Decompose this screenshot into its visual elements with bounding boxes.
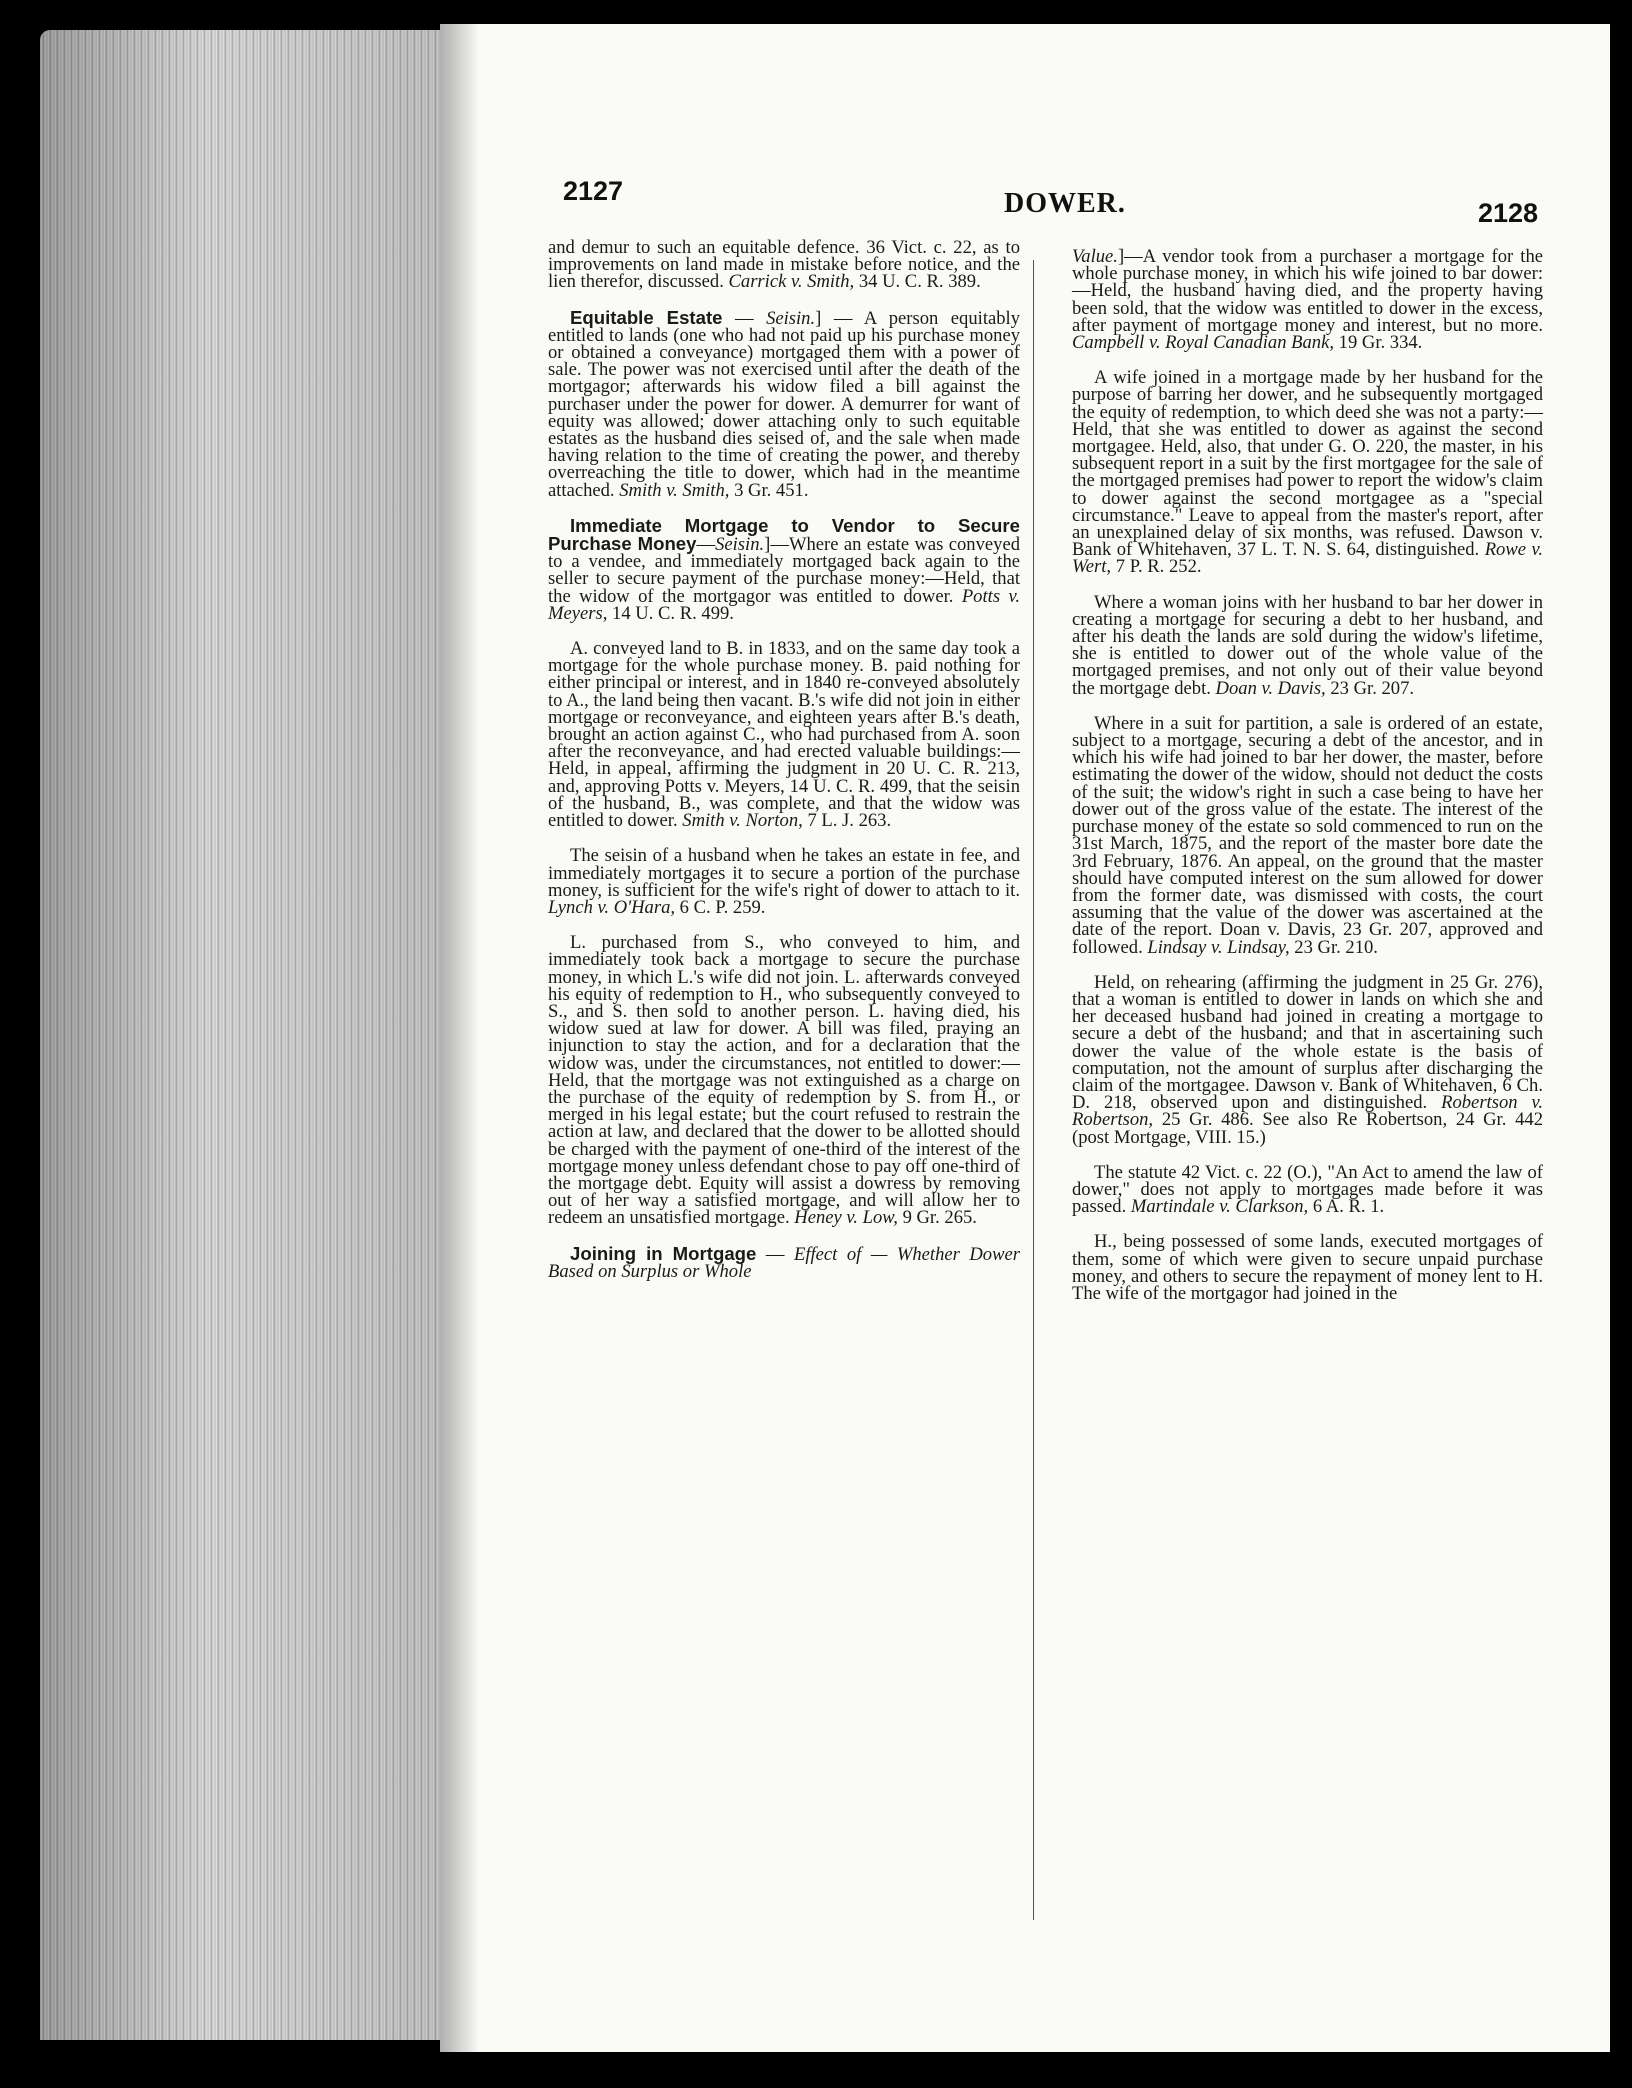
case-name: Martindale v. Clarkson, <box>1130 1196 1309 1218</box>
case-name: Carrick v. Smith, <box>728 271 855 293</box>
case-name: Lynch v. O'Hara, <box>548 896 676 918</box>
spine-shadow <box>440 24 480 2052</box>
case-name: Rowe v. Wert, <box>1072 539 1543 578</box>
paragraph: Where in a suit for partition, a sale is ordered of an estate, subject to a mortgage, securing a debt of the ancestor, and in which his wife had joined to bar her dower, the master, before estimating the dower of the widow, should not deduct the costs of the suit; the widow's right in such a case being to have her dower out of the gross value of the estate. The interest of the purchase money of the estate so sold commenced to run on the 31st March, 1875, and the report of the master bore date the 3rd February, 1876. An appeal, on the ground that the master should have computed interest on the sum allowed for dower from the former date, was dismissed with costs, the court assuming that the value of the dower was ascertained at the date of the report. Doan v. Davis, 23 Gr. 207, approved and followed. Lindsay v. Lindsay, 23 Gr. 210. <box>1072 712 1543 958</box>
paragraph: and demur to such an equitable defence. 36 Vict. c. 22, as to improvements on land made in mistake before notice, and the lien therefor, discussed. Carrick v. Smith, 34 U. C. R. 389. <box>548 237 1020 293</box>
page-number-left: 2127 <box>563 176 624 206</box>
paragraph: Joining in Mortgage — Effect of — Whether Dower Based on Surplus or Whole <box>548 1242 1020 1282</box>
paragraph: Held, on rehearing (affirming the judgment in 25 Gr. 276), that a woman is entitled to dower in lands on which she and her deceased husband had joined in creating a mortgage to secure a debt of the husband; and that in ascertaining such dower the value of the whole estate is the basis of computation, not the amount of surplus after discharging the claim of the mortgagee. Dawson v. Bank of Whitehaven, 6 Ch. D. 218, observed upon and distinguished. Robertson v. Robertson, 25 Gr. 486. See also Re Robertson, 24 Gr. 442 (post Mortgage, VIII. 15.) <box>1072 971 1543 1148</box>
paragraph: Where a woman joins with her husband to bar her dower in creating a mortgage for securing a debt to her husband, and after his death the lands are sold during the widow's lifetime, she is entitled to dower out of the whole value of the mortgaged premises, and not only out of their value beyond the mortgage debt. Doan v. Davis, 23 Gr. 207. <box>1072 591 1543 699</box>
case-name: Smith v. Smith, <box>619 479 730 501</box>
section-heading: Immediate Mortgage to Vendor to Secure Purchase Money <box>548 514 1020 555</box>
running-head: DOWER. <box>1004 188 1126 219</box>
case-name: Doan v. Davis, <box>1215 677 1326 699</box>
book-edge-shadow <box>40 30 460 2040</box>
section-heading: Joining in Mortgage <box>570 1242 757 1264</box>
paragraph: A wife joined in a mortgage made by her husband for the purpose of barring her dower, and he subsequently mortgaged the equity of redemption, to which deed she was not a party:—Held, that she was entitled to dower as against the second mortgagee. Held, also, that under G. O. 220, the master, in his subsequent report in a suit by the first mortgagee for the sale of the mortgaged premises had power to report the widow's claim to dower against the second mortgagee as a "special circumstance." Leave to appeal from the master's report, after an unexplained delay of six months, was refused. Dawson v. Bank of Whitehaven, 37 L. T. N. S. 64, distinguished. Rowe v. Wert, 7 P. R. 252. <box>1072 367 1543 578</box>
case-name: Potts v. Meyers, <box>548 585 1020 624</box>
paragraph: Value.]—A vendor took from a purchaser a mortgage for the whole purchase money, in which his wife joined to bar dower:—Held, the husband having died, and the property having been sold, that the widow was entitled to dower in the excess, after payment of mortgage money and interest, but no more. Campbell v. Royal Canadian Bank, 19 Gr. 334. <box>1072 246 1543 354</box>
case-name: Lindsay v. Lindsay, <box>1147 936 1290 958</box>
paragraph: H., being possessed of some lands, executed mortgages of them, some of which were given to secure unpaid purchase money, and others to secure the repayment of money lent to H. The wife of the mortgagor had joined in the <box>1072 1231 1543 1304</box>
paragraph: Equitable Estate — Seisin.] — A person equitably entitled to lands (one who had not paid up his purchase money or obtained a conveyance) mortgaged them with a power of sale. The power was not exercised until after the death of the mortgagor; afterwards his widow filed a bill against the purchaser under the power for dower. A demurrer for want of equity was allowed; dower attaching only to such equitable estates as the husband dies seised of, and the sale when made having relation to the time of creating the power, and thereby overreaching the title to dower, which had in the meantime attached. Smith v. Smith, 3 Gr. 451. <box>548 306 1020 501</box>
section-heading: Equitable Estate <box>570 306 723 328</box>
case-name: Heney v. Low, <box>794 1207 898 1229</box>
paragraph: Immediate Mortgage to Vendor to Secure Purchase Money—Seisin.]—Where an estate was conveyed to a vendee, and immediately mortgaged back again to the seller to secure payment of the purchase money:—Held, that the widow of the mortgagor was entitled to dower. Potts v. Meyers, 14 U. C. R. 499. <box>548 514 1020 624</box>
paragraph: L. purchased from S., who conveyed to him, and immediately took back a mortgage to secure the purchase money, in which L.'s wife did not join. L. afterwards conveyed his equity of redemption to H., who subsequently conveyed to S., and S. then sold to another person. L. having died, his widow sued at law for dower. A bill was filed, praying an injunction to stay the action, and for a declaration that the widow was, under the circumstances, not entitled to dower:—Held, that the mortgage was not extinguished as a charge on the purchase of the equity of redemption by S. from H., or merged in his legal estate; but the court refused to restrain the action at law, and declared that the dower to be allotted should be charged with the payment of one-third of the interest of the mortgage money unless defendant chose to pay off one-third of the mortgage debt. Equity will assist a dowress by removing out of her way a satisfied mortgage, and will allow her to redeem an unsatisfied mortgage. Heney v. Low, 9 Gr. 265. <box>548 932 1020 1229</box>
case-name: Smith v. Norton, <box>682 810 803 832</box>
paragraph: The statute 42 Vict. c. 22 (O.), "An Act to amend the law of dower," does not apply to mortgages made before it was passed. Martindale v. Clarkson, 6 A. R. 1. <box>1072 1161 1543 1218</box>
right-column <box>1072 248 1543 1320</box>
paragraph: A. conveyed land to B. in 1833, and on the same day took a mortgage for the whole purchase money. B. paid nothing for either principal or interest, and in 1840 re-conveyed absolutely to A., the land being then vacant. B.'s wife did not join in either mortgage or reconveyance, and eighteen years after B.'s death, brought an action against C., who had purchased from A. soon after the reconveyance, and had erected valuable buildings:—Held, in appeal, affirming the judgment in 20 U. C. R. 213, and, approving Potts v. Meyers, 14 U. C. R. 499, that the seisin of the husband, B., was complete, and that the widow was entitled to dower. Smith v. Norton, 7 L. J. 263. <box>548 638 1020 832</box>
case-name: Robertson v. Robertson, <box>1072 1092 1543 1131</box>
page-number-right: 2128 <box>1478 198 1539 228</box>
paragraph: The seisin of a husband when he takes an estate in fee, and immediately mortgages it to secure a portion of the purchase money, is sufficient for the wife's right of dower to attach to it. Lynch v. O'Hara, 6 C. P. 259. <box>548 845 1020 918</box>
column-divider <box>1033 260 1034 1920</box>
left-column <box>548 239 1020 1298</box>
case-name: Campbell v. Royal Canadian Bank, <box>1072 332 1334 354</box>
